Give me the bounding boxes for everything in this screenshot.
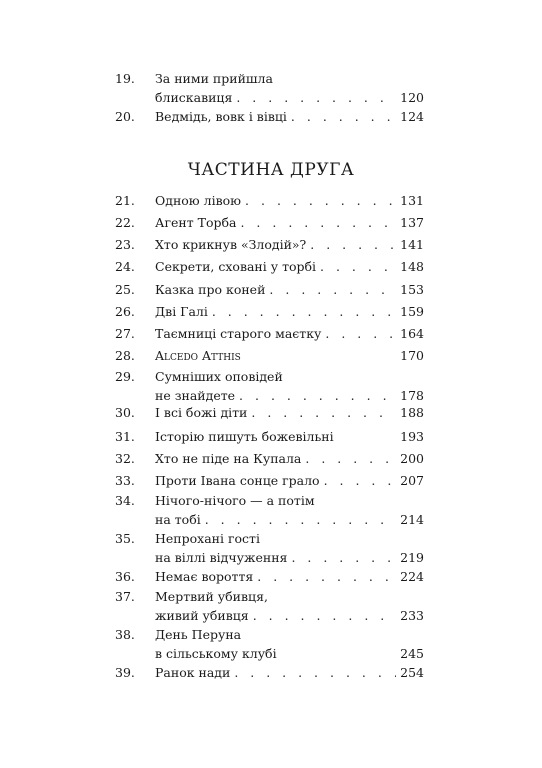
chapter-title: блискавиця	[155, 90, 233, 105]
page-number: 124	[400, 109, 424, 124]
chapter-number: 27.	[115, 326, 135, 341]
chapter-title-line1: Непрохані гості	[155, 531, 260, 546]
chapter-title: Казка про коней	[155, 282, 266, 297]
page-number: 200	[400, 451, 424, 466]
chapter-title: Alcedo Atthis	[155, 348, 241, 363]
chapter-number: 28.	[115, 348, 135, 363]
page-number: 170	[400, 348, 424, 363]
leader-dots	[253, 607, 396, 625]
leader-dots	[257, 568, 396, 586]
chapter-title: Ранок нади	[155, 665, 231, 680]
page-number: 131	[400, 193, 424, 208]
leader-dots	[325, 325, 396, 343]
part-title: ЧАСТИНА ДРУГА	[187, 160, 355, 180]
page-number: 254	[400, 665, 424, 680]
chapter-number: 39.	[115, 665, 135, 680]
page-number: 153	[400, 282, 424, 297]
leader-dots	[320, 258, 396, 276]
chapter-number: 20.	[115, 109, 135, 124]
chapter-title: Секрети, сховані у торбі	[155, 259, 317, 274]
page-number: 193	[400, 429, 424, 444]
chapter-number: 25.	[115, 282, 135, 297]
leader-dots	[310, 236, 396, 254]
chapter-title: в сільському клубі	[155, 646, 277, 661]
page-number: 188	[400, 405, 424, 420]
chapter-number: 22.	[115, 215, 135, 230]
chapter-number: 30.	[115, 405, 135, 420]
chapter-number: 31.	[115, 429, 135, 444]
chapter-title: Хто крикнув «Злодій»?	[155, 237, 307, 252]
chapter-number: 21.	[115, 193, 135, 208]
chapter-title: Таємниці старого маєтку	[155, 326, 322, 341]
page-number: 207	[400, 473, 424, 488]
chapter-title: Проти Івана сонце грало	[155, 473, 320, 488]
chapter-title: Історію пишуть божевільні	[155, 429, 334, 444]
page-number: 245	[400, 646, 424, 661]
chapter-title: І всі божі діти	[155, 405, 248, 420]
chapter-number: 35.	[115, 531, 135, 546]
leader-dots	[269, 281, 396, 299]
leader-dots	[324, 472, 397, 490]
page-number: 159	[400, 304, 424, 319]
chapter-number: 33.	[115, 473, 135, 488]
page-number: 148	[400, 259, 424, 274]
chapter-title: Хто не піде на Купала	[155, 451, 302, 466]
chapter-title: Немає вороття	[155, 569, 254, 584]
chapter-title: Ведмідь, вовк і вівці	[155, 109, 287, 124]
page-number: 120	[400, 90, 424, 105]
chapter-number: 24.	[115, 259, 135, 274]
chapter-number: 34.	[115, 493, 135, 508]
leader-dots	[245, 192, 396, 210]
leader-dots	[291, 108, 396, 126]
leader-dots	[236, 89, 396, 107]
page-number: 214	[400, 512, 424, 527]
leader-dots	[212, 303, 396, 321]
page-number: 224	[400, 569, 424, 584]
chapter-number: 26.	[115, 304, 135, 319]
leader-dots	[239, 387, 396, 405]
chapter-title-line1: Сумніших оповідей	[155, 369, 283, 384]
leader-dots	[240, 214, 396, 232]
chapter-title: живий убивця	[155, 608, 249, 623]
leader-dots	[305, 450, 396, 468]
page-number: 233	[400, 608, 424, 623]
leader-dots	[205, 511, 396, 529]
chapter-number: 29.	[115, 369, 135, 384]
chapter-number: 19.	[115, 71, 135, 86]
chapter-title: на віллі відчуження	[155, 550, 288, 565]
page-number: 141	[400, 237, 424, 252]
chapter-number: 37.	[115, 589, 135, 604]
leader-dots	[234, 664, 396, 682]
leader-dots	[291, 549, 396, 567]
leader-dots	[251, 404, 396, 422]
chapter-title-line1: Мертвий убивця,	[155, 589, 268, 604]
chapter-title: Дві Галі	[155, 304, 208, 319]
page-number: 164	[400, 326, 424, 341]
chapter-number: 38.	[115, 627, 135, 642]
page-number: 219	[400, 550, 424, 565]
chapter-title: Агент Торба	[155, 215, 237, 230]
page-number: 137	[400, 215, 424, 230]
chapter-title-line1: День Перуна	[155, 627, 242, 642]
chapter-number: 36.	[115, 569, 135, 584]
chapter-title-line1: Нічого-нічого — а потім	[155, 493, 315, 508]
chapter-title: не знайдете	[155, 388, 236, 403]
chapter-title-line1: За ними прийшла	[155, 71, 273, 86]
chapter-title: на тобі	[155, 512, 201, 527]
page-number: 178	[400, 388, 424, 403]
chapter-number: 32.	[115, 451, 135, 466]
chapter-number: 23.	[115, 237, 135, 252]
chapter-title: Одною лівою	[155, 193, 242, 208]
